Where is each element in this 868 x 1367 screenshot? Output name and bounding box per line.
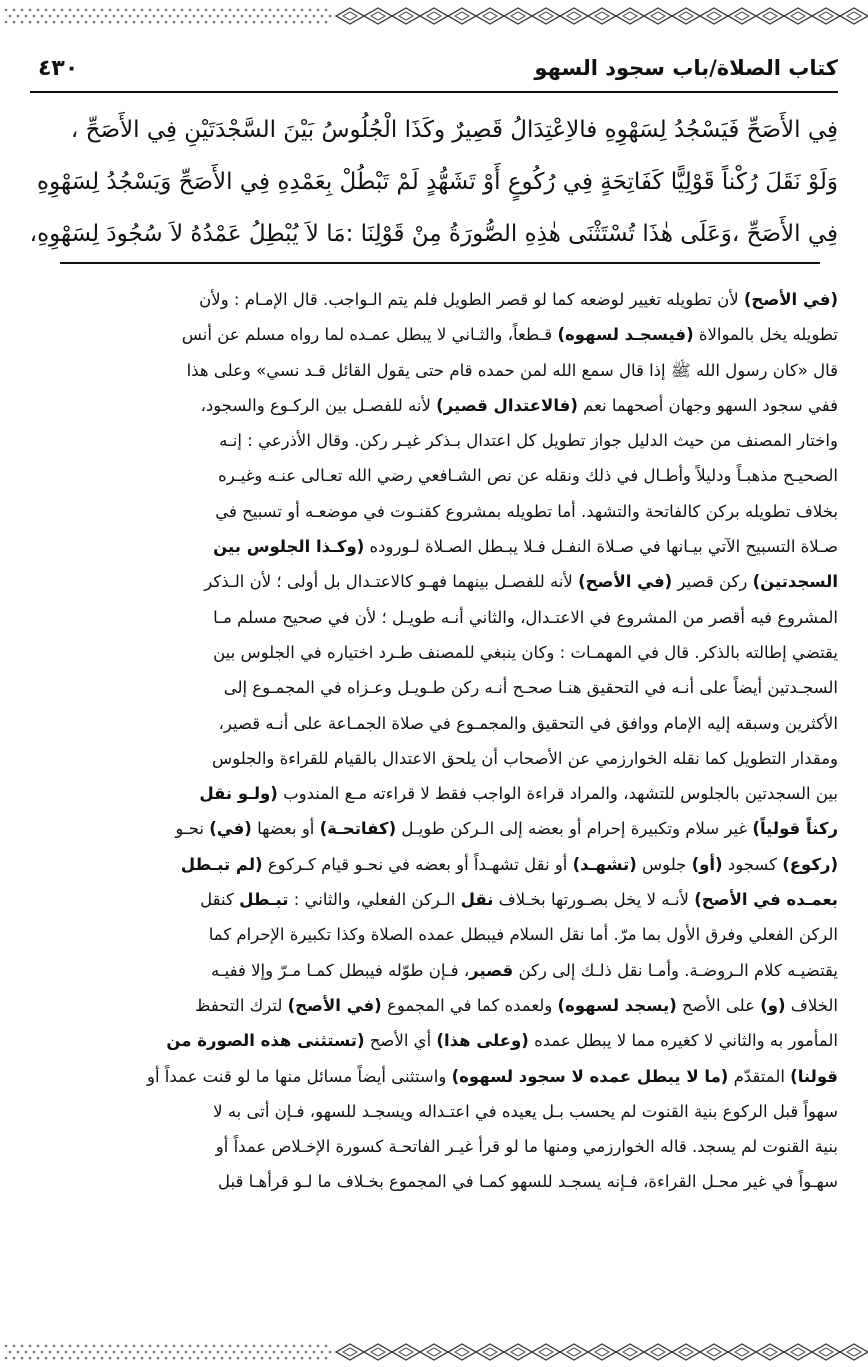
commentary-segment: أي الأصح	[364, 1031, 437, 1051]
commentary-bold-segment: (فيسجـد لسهوه)	[557, 325, 694, 345]
commentary-segment: واختار المصنف من حيث الدليل جواز تطويل كل اعتدال بـذكر غيـر ركن. وقال الأذرعي : إنـه	[219, 431, 838, 451]
commentary-line	[30, 635, 838, 670]
commentary-segment: يقتضيـه كلام الـروضـة. وأمـا نقل ذلـك إلى ركن	[513, 960, 838, 980]
commentary-bold-segment: (فالاعتدال قصير)	[436, 395, 578, 415]
commentary-segment: غير سلام وتكبيرة إحرام أو بعضه إلى الـركن طويـل	[396, 819, 753, 839]
commentary-line	[30, 423, 838, 458]
commentary-bold-segment: (ما لا يبطل عمده لا سجود لسهوه)	[451, 1066, 729, 1086]
commentary-line	[30, 917, 838, 952]
commentary-segment: بنية القنوت لم يسجد. قاله الخوارزمي ومنها ما لو قرأ غيـر الفاتحـة كسورة الإخـلاص عمداً أو	[215, 1137, 838, 1157]
matn-separator-rule	[60, 262, 820, 264]
commentary-bold-segment: (في الأصح)	[287, 995, 382, 1015]
matn-line: فِي الأَصَحِّ فَيَسْجُدُ لِسَهْوِهِ فالاِعْتِدَالُ قَصِيرٌ وكَذَا الْجُلُوسُ بَيْنَ السَّجْدَتَيْنِ فِي الأَصَحِّ ،	[70, 117, 838, 143]
page-number: ٤٣٠	[38, 56, 79, 81]
commentary-line	[30, 458, 838, 493]
commentary-segment: سهواً قبل الركوع بنية القنوت لم يحسب بـل يعيده في اعتـداله ويسجـد للسهو، فـإن أتى به لا	[213, 1101, 838, 1121]
commentary-line	[30, 494, 838, 529]
commentary-text-block	[30, 282, 838, 1200]
commentary-bold-segment: (يسجد لسهوه)	[557, 995, 677, 1015]
commentary-segment: تطويله يخل بالموالاة	[693, 325, 838, 345]
commentary-bold-segment: (ركوع)	[782, 854, 838, 874]
commentary-line	[30, 564, 838, 599]
running-header	[30, 52, 838, 92]
commentary-segment: كنقل	[200, 890, 240, 910]
commentary-line	[30, 317, 838, 352]
commentary-bold-segment: (و)	[760, 995, 786, 1015]
header-rule	[30, 91, 838, 93]
commentary-line	[30, 847, 838, 882]
commentary-segment: المشروع فيه أقصر من المشروع في الاعتـدال، والثاني أنـه طويـل ؛ لأن في صحيح مسلم مـا	[213, 607, 838, 627]
commentary-line	[30, 1164, 838, 1199]
commentary-line	[30, 282, 838, 317]
commentary-line	[30, 1129, 838, 1164]
commentary-bold-segment: قولنا)	[790, 1066, 838, 1086]
commentary-line	[30, 1094, 838, 1129]
commentary-segment: لأنـه لا يخل بصـورتها بخـلاف	[493, 890, 695, 910]
commentary-line	[30, 353, 838, 388]
running-title: كتاب الصلاة/باب سجود السهو	[534, 56, 838, 80]
commentary-bold-segment: تبـطل	[239, 890, 289, 910]
commentary-bold-segment: (تشهـد)	[572, 854, 637, 874]
commentary-bold-segment: ركناً قولياً)	[752, 819, 838, 839]
commentary-bold-segment: (لم تبـطل	[180, 854, 263, 874]
commentary-line	[30, 741, 838, 776]
commentary-line	[30, 953, 838, 988]
commentary-line	[30, 1059, 838, 1094]
commentary-segment: بين السجدتين بالجلوس للتشهد، والمراد قراءة الواجب فقط لا قراءته مـع المندوب	[277, 784, 838, 804]
commentary-line	[30, 600, 838, 635]
commentary-bold-segment: (كفاتحـة)	[319, 819, 397, 839]
commentary-segment: يقتضي إطالته بالذكر. قال في المهمـات : وكان ينبغي للمصنف طـرد اختياره في الجلوس بين	[213, 642, 838, 662]
bottom-ornament-border	[0, 1337, 868, 1367]
commentary-segment: الصحيـح مذهبـاً ودليلاً وأطـال في ذلك ونقله عن نص الشـافعي رضي الله تعـالى عنـه وغيـره	[218, 466, 838, 486]
matn-text-block	[30, 104, 838, 260]
commentary-segment: الخلاف	[785, 995, 838, 1015]
commentary-segment: جلوس	[636, 854, 692, 874]
commentary-line	[30, 388, 838, 423]
matn-line: فِي الأَصَحِّ ،وَعَلَى هٰذَا تُسْتَثْنَى هٰذِهِ الصُّورَةُ مِنْ قَوْلِنَا :مَا لاَ يُبْطِلُ عَمْدُهُ لاَ سُجُودَ لِسَهْوِهِ،	[29, 221, 838, 247]
commentary-bold-segment: (وكـذا الجلوس بين	[213, 537, 365, 557]
commentary-bold-segment: (في)	[209, 819, 252, 839]
commentary-segment: الأكثرين وسبقه إليه الإمام ووافق في التحقيق والمجمـوع في صلاة الجمـاعة على أنـه قصير،	[218, 713, 838, 733]
commentary-line	[30, 529, 838, 564]
matn-line: وَلَوْ نَقَلَ رُكْناً قَوْلِيًّا كَفَاتِحَةٍ فِي رُكُوعٍ أَوْ تَشَهُّدٍ لَمْ تَبْطُلْ بِعَمْدِهِ فِي الأَصَحِّ وَيَسْجُدُ لِسَهْوِهِ	[37, 169, 838, 195]
commentary-segment: بخلاف تطويله بركن كالفاتحة والتشهد. أما تطويله بمشروع كقنـوت في موضعـه أو تسبيح في	[215, 501, 838, 521]
commentary-bold-segment: (في الأصح)	[743, 290, 838, 309]
commentary-segment: قال «كان رسول الله ﷺ إذا قال سمع الله لمن حمده قام حتى يقول القائل قـد نسي» وعلى هذا	[186, 360, 838, 380]
commentary-line	[30, 1023, 838, 1058]
commentary-line	[30, 706, 838, 741]
commentary-segment: أو نقل تشهـداً أو بعضه في نحـو قيام كـركوع	[262, 854, 573, 874]
commentary-line	[30, 776, 838, 811]
commentary-segment: المأمور به والثاني لا كغيره مما لا يبطل عمده	[528, 1031, 838, 1051]
commentary-segment: لأنه للفصـل بين الركـوع والسجود،	[200, 395, 437, 415]
commentary-line	[30, 882, 838, 917]
top-ornament-border	[0, 0, 868, 30]
commentary-segment: قـطعاً، والثـاني لا يبطل عمـده لما رواه مسلم عن أنس	[181, 325, 558, 345]
commentary-line	[30, 811, 838, 846]
commentary-bold-segment: السجدتين)	[752, 572, 838, 592]
commentary-segment: ولعمده كما في المجموع	[381, 995, 558, 1015]
commentary-bold-segment: (وعلى هذا)	[436, 1031, 529, 1051]
commentary-segment: أو بعضها	[251, 819, 320, 839]
commentary-bold-segment: (ولـو نقل	[199, 784, 278, 804]
commentary-segment: الركن الفعلي وفرق الأول بما مرّ. أما نقل السلام فيبطل عمده الصلاة وكذا تكبيرة الإحرام كما	[208, 925, 838, 945]
commentary-bold-segment: (في الأصح)	[578, 572, 673, 592]
commentary-segment: نحـو	[175, 819, 210, 839]
commentary-segment: لأن تطويله تغيير لوضعه كما لو قصر الطويل فلم يتم الـواجب. قال الإمـام : ولأن	[199, 290, 744, 309]
commentary-segment: واستثنى أيضاً مسائل منها ما لو قنت عمداً أو	[146, 1066, 452, 1086]
commentary-segment: سهـواً في غير محـل القراءة، فـإنه يسجـد للسهو كمـا في المجموع بخـلاف ما لـو قرأهـا قبل	[218, 1172, 838, 1192]
commentary-bold-segment: بعمـده في الأصح)	[694, 890, 838, 910]
commentary-segment: ، فـإن طوّله فيبطل كمـا مـرّ وإلا ففيـه	[210, 960, 470, 980]
commentary-line	[30, 670, 838, 705]
commentary-segment: على الأصح	[676, 995, 761, 1015]
commentary-bold-segment: قصير	[469, 960, 514, 980]
commentary-segment: المتقدّم	[728, 1066, 791, 1086]
commentary-segment: لأنه للفصـل بينهما فهـو كالاعتـدال بل أولى ؛ لأن الـذكر	[204, 572, 579, 592]
commentary-segment: ومقدار التطويل كما نقله الخوارزمي عن الأصحاب أن يلحق الاعتدال بالقيام للقراءة والجلوس	[212, 748, 838, 768]
commentary-segment: لترك التحفظ	[195, 995, 288, 1015]
commentary-segment: السجـدتين أيضاً على أنـه في التحقيق هنـا صحـح أنـه ركن طـويـل وعـزاه في المجمـوع إلى	[223, 678, 838, 698]
commentary-bold-segment: (أو)	[691, 854, 723, 874]
commentary-segment: ففي سجود السهو وجهان أصحهما نعم	[577, 395, 838, 415]
commentary-bold-segment: نقل	[460, 890, 494, 910]
commentary-line	[30, 988, 838, 1023]
commentary-segment: كسجود	[722, 854, 783, 874]
commentary-segment: الـركن الفعلي، والثاني :	[288, 890, 461, 910]
commentary-segment: صـلاة التسبيح الآتي بيـانها في صـلاة النفـل فـلا يبـطل الصـلاة لـوروده	[364, 537, 838, 557]
commentary-segment: ركن قصير	[672, 572, 753, 592]
commentary-bold-segment: (تستثنى هذه الصورة من	[166, 1031, 365, 1051]
